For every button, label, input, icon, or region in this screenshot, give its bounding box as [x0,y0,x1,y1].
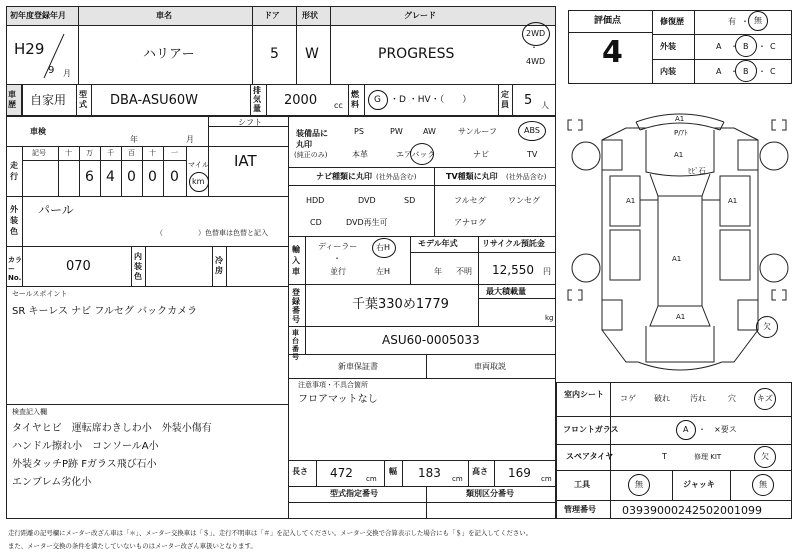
color-no-value: 070 [66,259,91,274]
navi-dvd-play: DVD再生可 [346,218,388,227]
equip-leather: 本革 [352,150,368,159]
seat-burn: コゲ [620,394,636,403]
grade-label: グレード [404,11,436,20]
door-label: ドア [264,11,280,20]
door-value: 5 [270,46,279,62]
capacity-value: 5 [524,93,533,108]
usage-label: 車歴 [8,90,16,109]
caution-label: 注意事項・不具合箇所 [298,381,368,389]
repair-no: 無 [754,16,762,25]
model-value: DBA-ASU60W [110,93,198,108]
shift-value: IAT [234,152,257,170]
mileage-digit-10k: 6 [85,169,94,185]
length-unit: cm [366,475,377,483]
notes-line-4: エンブレム劣化小 [12,477,92,488]
height-value: 169 [508,466,531,480]
import-dealer: ディーラー [318,242,358,251]
model-year-label: モデル年式 [418,239,458,248]
equip-tv: TV [527,150,538,159]
import-label: 輸入車 [292,245,300,276]
shape-value: W [305,46,319,62]
sales-label: セールスポイント [12,290,68,298]
damage-a1-left-door: A1 [626,197,636,205]
repair-label: 修復歴 [660,17,684,26]
spare-repair: 修理 KIT [694,453,722,461]
navi-dvd: DVD [358,196,376,205]
tv-analog: アナログ [454,218,486,227]
mileage-header-symbol: 記号 [32,149,46,157]
km-label: km [192,177,205,186]
ext-b: B [743,42,749,51]
navi-cd: CD [310,218,322,227]
navi-sd: SD [404,196,416,205]
mgmt-value: 03939000242502001099 [622,504,762,517]
int-a: A [716,67,722,76]
mileage-header-10: 十 [149,149,156,157]
notes-line-3: 外装タッチP跡 Fガラス飛び石小 [12,459,157,470]
tv-header: TV種類に丸印 [446,172,498,181]
type-no-label: 型式指定番号 [330,489,378,498]
header-value-row [6,25,556,85]
mileage-digit-1k: 4 [106,169,115,185]
spare-t: T [662,452,667,461]
tools-value: 無 [635,480,643,489]
car-damage-diagram [566,100,794,380]
damage-p-hood: P/ｱﾄ [674,129,688,137]
fuel-g: G [374,95,381,105]
seat-label: 室内シート [564,390,604,399]
class-no-label: 類別区分番号 [466,489,514,498]
seat-dirt: 汚れ [690,394,706,403]
car-name-label: 車名 [156,11,172,20]
jack-value: 無 [759,480,767,489]
max-load-unit: kg [545,314,554,322]
footer-line-1: 走行距離の記号欄にメーター改ざん車は「＊」、メーター交換車は「＄」、走行不明車は「＃」を記入してください。メーター交換で合算表示した場合にも「＄」を記入してください。 [8,529,533,537]
equip-label: 装備品に丸印 [296,129,328,149]
equip-airbag: エアバック [396,150,436,159]
displacement-label: 排気量 [253,86,261,113]
equip-sunroof: サンルーフ [458,127,497,136]
length-value: 472 [330,466,353,480]
shift-label: シフト [238,118,262,127]
width-label: 幅 [389,467,397,476]
drive-2wd: 2WD [526,29,546,38]
interior-label: 内装色 [134,252,142,281]
mileage-header-1k: 千 [107,149,114,157]
seat-hole: 穴 [728,394,736,403]
ext-dot2: ・ [758,42,766,51]
year-value: H29 [14,40,45,58]
hand-right: 右H [376,243,391,252]
mile-label: マイル [188,161,209,169]
score-label: 評価点 [594,16,622,26]
ext-dot1: ・ [730,42,738,51]
equip-aw: AW [423,127,436,136]
notes-line-1: タイヤヒビ 運転席わきしわ小 外装小傷有 [12,423,212,434]
color-no-label: カラーNo. [8,256,22,282]
mileage-header-1: 一 [171,149,178,157]
mileage-header-10m: 十 [65,149,72,157]
drive-4wd: 4WD [526,57,546,66]
equip-abs: ABS [524,126,540,135]
mileage-digit-10: 0 [148,169,157,185]
mileage-digit-100: 0 [127,169,136,185]
mgmt-label: 管理番号 [564,505,596,514]
warranty-label: 新車保証書 [338,362,378,371]
model-year-unknown: 不明 [456,267,472,276]
cooler-label: 冷房 [215,256,223,275]
equip-ps: PS [354,127,364,136]
chassis-value: ASU60-0005033 [382,333,480,347]
equip-navi: ナビ [473,150,489,159]
car-name-value: ハリアー [143,47,195,62]
navi-header: ナビ種類に丸印 [316,172,372,181]
repair-dot: ・ [741,17,749,26]
reg-value: 千葉330め1779 [352,297,449,312]
inspection-year: 年 [130,135,138,144]
mileage-digit-1: 0 [170,169,179,185]
damage-a1-rear: A1 [672,255,682,263]
jack-label: ジャッキ [683,480,715,489]
displacement-unit: cc [334,101,343,110]
exterior-value: パール [38,203,74,217]
recycle-label: リサイクル預託金 [482,239,545,248]
exterior-note: （ ）色替車は色替と記入 [156,229,268,237]
month-value: 9 [48,65,55,76]
mileage-label: 走行 [10,161,18,181]
import-dot: ・ [333,254,341,263]
spare-none: 欠 [761,452,769,461]
tv-header-sub: (社外品含む) [506,173,547,181]
score-value: 4 [602,35,623,70]
header-label-row [6,6,556,26]
notes-line-2: ハンドル擦れ小 コンソールA小 [12,441,159,452]
caution-value: フロアマットなし [298,394,378,405]
navi-hdd: HDD [306,196,325,205]
damage-a1-right-door: A1 [728,197,738,205]
capacity-unit: 人 [541,101,549,110]
tv-oneseg: ワンセグ [508,196,540,205]
grade-value: PROGRESS [378,46,455,62]
damage-a1-front: A1 [675,115,685,123]
fuel-label: 燃料 [351,90,359,109]
footer-line-2: また、メーター交換の条件を満たしていないものはメーター改ざん車扱いとなります。 [8,542,257,550]
equip-sub: (純正のみ) [294,151,328,159]
inspection-label: 車検 [30,127,46,136]
ext-c: C [770,42,776,51]
notes-label: 検査記入欄 [12,408,47,416]
int-dot1: ・ [730,67,738,76]
fuel-options: ・D ・HV・（ ） [390,95,472,105]
int-label: 内装 [660,67,676,76]
import-parallel: 並行 [330,267,346,276]
sales-value: SR キーレス ナビ フルセグ バックカメラ [12,306,198,317]
year-label: 初年度登録年月 [10,11,66,20]
repair-yes: 有 [728,17,736,26]
shape-label: 形状 [302,11,318,20]
mileage-header-100: 百 [128,149,135,157]
int-dot2: ・ [758,67,766,76]
equip-pw: PW [390,127,403,136]
damage-a1-roof: A1 [674,151,684,159]
recycle-value: 12,550 [492,263,534,277]
tv-fullseg: フルセグ [454,196,486,205]
ext-a: A [716,42,722,51]
max-load-label: 最大積載量 [486,287,526,296]
capacity-label: 定員 [501,90,509,109]
mileage-header-10k: 万 [86,149,93,157]
chassis-label: 車台番号 [292,329,299,361]
model-label: 型式 [79,90,87,109]
int-b: B [743,67,749,76]
month-unit: 月 [63,69,71,78]
height-unit: cm [541,475,552,483]
displacement-value: 2000 [284,93,318,108]
glass-a: A [683,425,689,434]
drive-dot: ・ [530,43,538,52]
tools-label: 工具 [574,480,590,489]
glass-label: フロントガラス [563,425,619,434]
reg-label: 登録番号 [292,288,300,324]
int-c: C [770,67,776,76]
seat-tear: 破れ [654,394,670,403]
seat-scratch: キズ [757,394,773,403]
damage-chip-right: ﾋﾋﾞ石 [688,167,706,175]
glass-rest: ・ ×要ス [698,425,737,434]
usage-value: 自家用 [30,93,67,107]
manual-label: 車両取説 [474,362,506,371]
hand-left: 左H [376,267,391,276]
navi-header-sub: (社外品含む) [376,173,417,181]
height-label: 高さ [472,467,488,476]
inspection-month: 月 [186,135,194,144]
ext-label: 外装 [660,42,676,51]
exterior-label: 外装色 [10,205,18,236]
recycle-unit: 円 [543,267,551,276]
model-year-year: 年 [434,267,442,276]
width-unit: cm [452,475,463,483]
damage-a1-bumper: A1 [676,313,686,321]
spare-label: スペアタイヤ [566,452,614,461]
damage-lack: 欠 [763,322,771,331]
length-label: 長さ [292,467,308,476]
width-value: 183 [418,466,441,480]
